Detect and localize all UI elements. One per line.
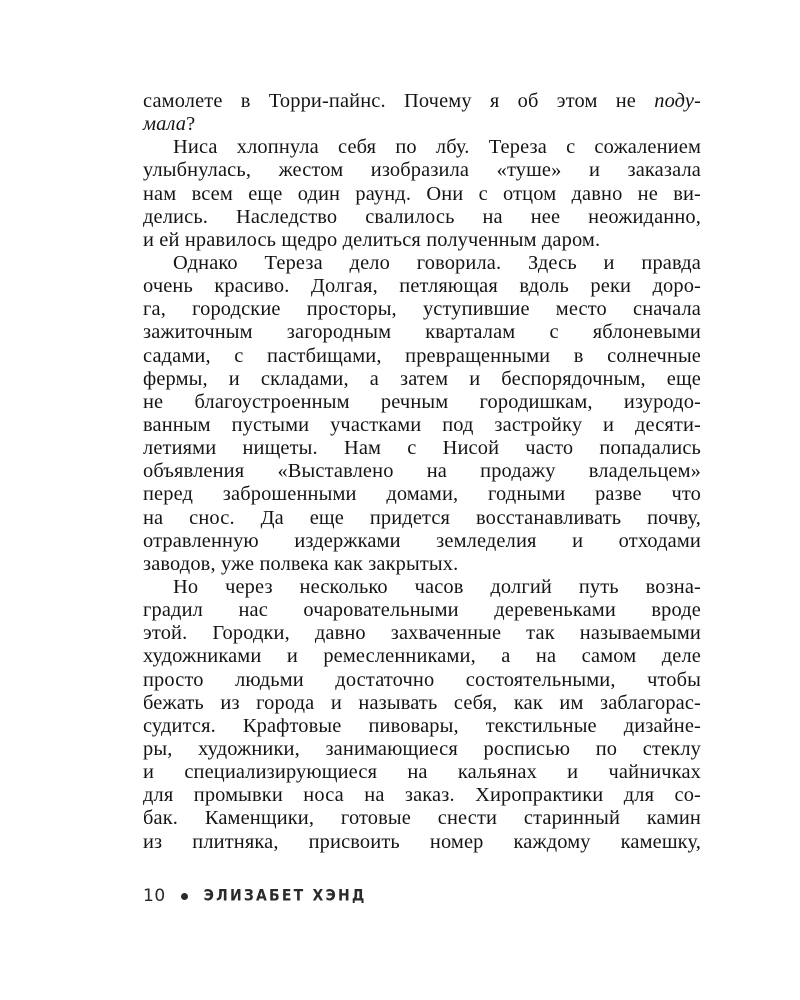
text-line bbox=[143, 507, 701, 530]
text-segment: Ниса хлопнула себя по лбу. Тереза с сожалением bbox=[173, 136, 701, 159]
text-segment: судится. Крафтовые пивовары, текстильные дизайне- bbox=[143, 714, 701, 737]
text-segment: градил нас очаровательными деревеньками вроде bbox=[143, 599, 701, 622]
text-segment: делись. Наследство свалилось на нее неожиданно, bbox=[143, 205, 701, 228]
text-segment: фермы, и складами, а затем и беспорядочным, еще bbox=[143, 367, 701, 390]
text-line bbox=[143, 391, 701, 414]
text-segment: зажиточным загородным кварталам с яблоневыми bbox=[143, 321, 701, 344]
text-segment: бак. Каменщики, готовые снести старинный камин bbox=[143, 807, 701, 830]
page-number: 10 bbox=[143, 886, 166, 906]
italic-text: мала bbox=[143, 113, 187, 136]
text-segment: самолете в Торри-пайнс. Почему я об этом не bbox=[143, 90, 655, 112]
text-line bbox=[143, 483, 701, 506]
bullet-separator-icon bbox=[181, 893, 188, 900]
author-name: ЭЛИЗАБЕТ ХЭНД bbox=[203, 886, 367, 906]
text-segment: Но через несколько часов долгий путь возна- bbox=[173, 575, 701, 598]
text-line bbox=[143, 345, 701, 368]
text-segment: этой. Городки, давно захваченные так называемыми bbox=[143, 622, 701, 645]
text-segment: просто людьми достаточно состоятельными, чтобы bbox=[143, 668, 701, 691]
text-line bbox=[143, 715, 701, 738]
text-line bbox=[143, 599, 701, 622]
text-segment: ванным пустыми участками под застройку и десяти- bbox=[143, 413, 701, 436]
text-line bbox=[143, 530, 701, 553]
text-segment: Однако Тереза дело говорила. Здесь и правда bbox=[173, 251, 701, 274]
text-segment: не благоустроенным речным городишкам, изуродо- bbox=[143, 390, 701, 413]
text-line bbox=[143, 414, 701, 437]
text-line bbox=[143, 553, 701, 576]
text-line bbox=[143, 460, 701, 483]
text-segment: объявления «Выставлено на продажу владельцем» bbox=[143, 460, 701, 483]
text-line bbox=[143, 229, 701, 252]
text-segment: на снос. Да еще придется восстанавливать почву, bbox=[143, 506, 701, 529]
text-line bbox=[143, 183, 701, 206]
text-line bbox=[143, 159, 701, 182]
text-segment: нам всем еще один раунд. Они с отцом давно не ви- bbox=[143, 182, 701, 205]
text-segment: бежать из города и называть себя, как им заблагорас- bbox=[143, 691, 701, 714]
text-segment: заводов, уже полвека как закрытых. bbox=[143, 552, 459, 575]
text-line bbox=[143, 437, 701, 460]
text-segment: и ей нравилось щедро делиться полученным даром. bbox=[143, 228, 601, 251]
text-line bbox=[143, 368, 701, 391]
page-footer bbox=[143, 884, 367, 908]
text-line bbox=[143, 136, 701, 159]
body-text bbox=[143, 90, 701, 854]
text-line bbox=[143, 252, 701, 275]
text-line bbox=[143, 669, 701, 692]
text-segment: художниками и ремесленниками, а на самом деле bbox=[143, 645, 701, 668]
italic-text: поду- bbox=[654, 90, 701, 112]
text-line bbox=[143, 738, 701, 761]
text-line bbox=[143, 645, 701, 668]
text-segment: и специализирующиеся на кальянах и чайничках bbox=[143, 761, 701, 784]
text-line bbox=[143, 784, 701, 807]
text-line bbox=[143, 831, 701, 854]
text-line bbox=[143, 622, 701, 645]
text-line bbox=[143, 113, 701, 136]
text-segment: ры, художники, занимающиеся росписью по стеклу bbox=[143, 737, 701, 760]
text-segment: отравленную издержками земледелия и отходами bbox=[143, 529, 701, 552]
text-segment: садами, с пастбищами, превращенными в солнечные bbox=[143, 344, 701, 367]
text-segment: очень красиво. Долгая, петляющая вдоль реки доро- bbox=[143, 275, 701, 298]
text-line bbox=[143, 298, 701, 321]
text-line bbox=[143, 321, 701, 344]
text-line bbox=[143, 692, 701, 715]
text-line bbox=[143, 576, 701, 599]
text-line bbox=[143, 807, 701, 830]
text-segment: перед заброшенными домами, годными разве что bbox=[143, 483, 701, 506]
text-line bbox=[143, 761, 701, 784]
text-segment: га, городские просторы, уступившие место сначала bbox=[143, 298, 701, 321]
text-segment: из плитняка, присвоить номер каждому камешку, bbox=[143, 830, 701, 853]
text-line bbox=[143, 206, 701, 229]
text-line bbox=[143, 90, 701, 113]
text-segment: летиями нищеты. Нам с Нисой часто попадались bbox=[143, 437, 701, 460]
text-segment: улыбнулась, жестом изобразила «туше» и заказала bbox=[143, 159, 701, 182]
text-segment: ? bbox=[186, 113, 196, 136]
text-line bbox=[143, 275, 701, 298]
text-segment: для промывки носа на заказ. Хиропрактики для со- bbox=[143, 784, 701, 807]
